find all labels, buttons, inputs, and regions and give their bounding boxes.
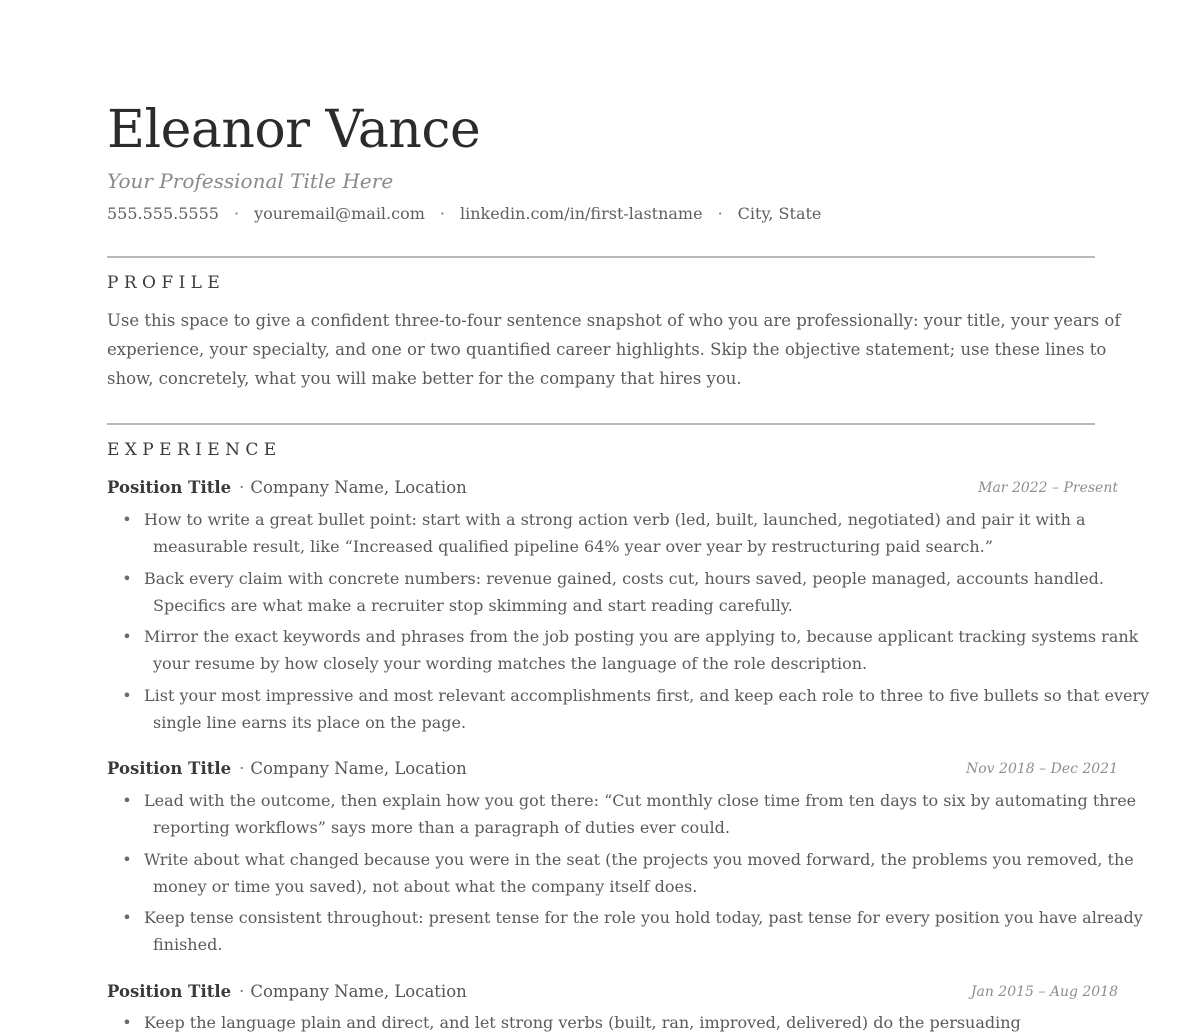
bullet-text: your resume by how closely your wording matches the language of the role description. (153, 654, 868, 673)
bullet-text: Keep the language plain and direct, and let strong verbs (built, ran, improved, delivered) do the persuading (144, 1013, 1021, 1032)
bullet-text: Write about what changed because you were in the seat (the projects you moved forward, the problems you removed, the (144, 850, 1134, 869)
professional-title: Your Professional Title Here (107, 169, 394, 193)
job-company: Company Name, Location (250, 982, 467, 1001)
bullet-text: single line earns its place on the page. (153, 713, 467, 732)
profile-heading: PROFILE (107, 273, 226, 293)
bullet-text: measurable result, like “Increased qualified pipeline 64% year over year by restructuring paid search.” (153, 537, 993, 556)
bullet-text: List your most impressive and most relevant accomplishments first, and keep each role to three to five bullets so that every (144, 686, 1150, 705)
profile-line: Use this space to give a confident three-to-four sentence snapshot of who you are professionally: your title, your years of (107, 311, 1121, 330)
bullet-item (122, 904, 1143, 958)
contact-phone: 555.555.5555 (107, 204, 219, 223)
bullet-text: Keep tense consistent throughout: present tense for the role you hold today, past tense for every position you have already (144, 908, 1143, 927)
contact-linkedin: linkedin.com/in/first-lastname (460, 204, 703, 223)
job-header (107, 979, 1118, 1005)
profile-line: experience, your specialty, and one or two quantified career highlights. Skip the objective statement; use these lines to (107, 340, 1107, 359)
bullet-dot: • (122, 510, 132, 529)
bullet-item (122, 506, 1086, 560)
bullet-item (122, 623, 1139, 677)
bullet-text: money or time you saved), not about what the company itself does. (153, 877, 698, 896)
profile-summary (107, 306, 1121, 393)
job-company: Company Name, Location (250, 759, 467, 778)
bullet-text: Back every claim with concrete numbers: revenue gained, costs cut, hours saved, people managed, accounts handled. (144, 569, 1105, 588)
contact-location: City, State (737, 204, 822, 223)
bullet-item (122, 846, 1134, 900)
bullet-dot: • (122, 1013, 132, 1032)
job-separator: · (239, 982, 245, 1001)
candidate-name: Eleanor Vance (107, 100, 481, 160)
job-header (107, 756, 1118, 782)
job-position-title: Position Title (107, 759, 232, 778)
bullet-text: Mirror the exact keywords and phrases from the job posting you are applying to, because applicant tracking systems rank (144, 627, 1139, 646)
bullet-dot: • (122, 908, 132, 927)
section-divider (107, 256, 1095, 258)
contact-separator: · (439, 204, 445, 223)
contact-email: youremail@mail.com (254, 204, 425, 223)
job-separator: · (239, 478, 245, 497)
job-dates: Jan 2015 – Aug 2018 (970, 984, 1118, 1000)
bullet-dot: • (122, 569, 132, 588)
bullet-item (122, 565, 1105, 619)
bullet-dot: • (122, 850, 132, 869)
bullet-text: reporting workflows” says more than a paragraph of duties ever could. (153, 818, 730, 837)
bullet-dot: • (122, 686, 132, 705)
bullet-dot: • (122, 791, 132, 810)
bullet-text: Lead with the outcome, then explain how you got there: “Cut monthly close time from ten days to six by automating three (144, 791, 1137, 810)
job-dates: Mar 2022 – Present (978, 480, 1118, 496)
bullet-item (122, 682, 1150, 736)
contact-separator: · (717, 204, 723, 223)
bullet-text: Specifics are what make a recruiter stop skimming and start reading carefully. (153, 596, 793, 615)
bullet-text: finished. (153, 935, 223, 954)
job-dates: Nov 2018 – Dec 2021 (966, 761, 1118, 777)
contact-separator: · (233, 204, 240, 223)
bullet-text: How to write a great bullet point: start with a strong action verb (led, built, launched, negotiated) and pair it with a (144, 510, 1086, 529)
job-position-title: Position Title (107, 478, 232, 497)
job-header (107, 475, 1118, 501)
job-company: Company Name, Location (250, 478, 467, 497)
job-separator: · (239, 759, 245, 778)
section-divider (107, 423, 1095, 425)
job-position-title: Position Title (107, 982, 232, 1001)
contact-line (107, 202, 821, 226)
bullet-item (122, 787, 1137, 841)
bullet-item (122, 1009, 1084, 1036)
bullet-dot: • (122, 627, 132, 646)
profile-line: show, concretely, what you will make better for the company that hires you. (107, 369, 742, 388)
experience-heading: EXPERIENCE (107, 440, 282, 460)
